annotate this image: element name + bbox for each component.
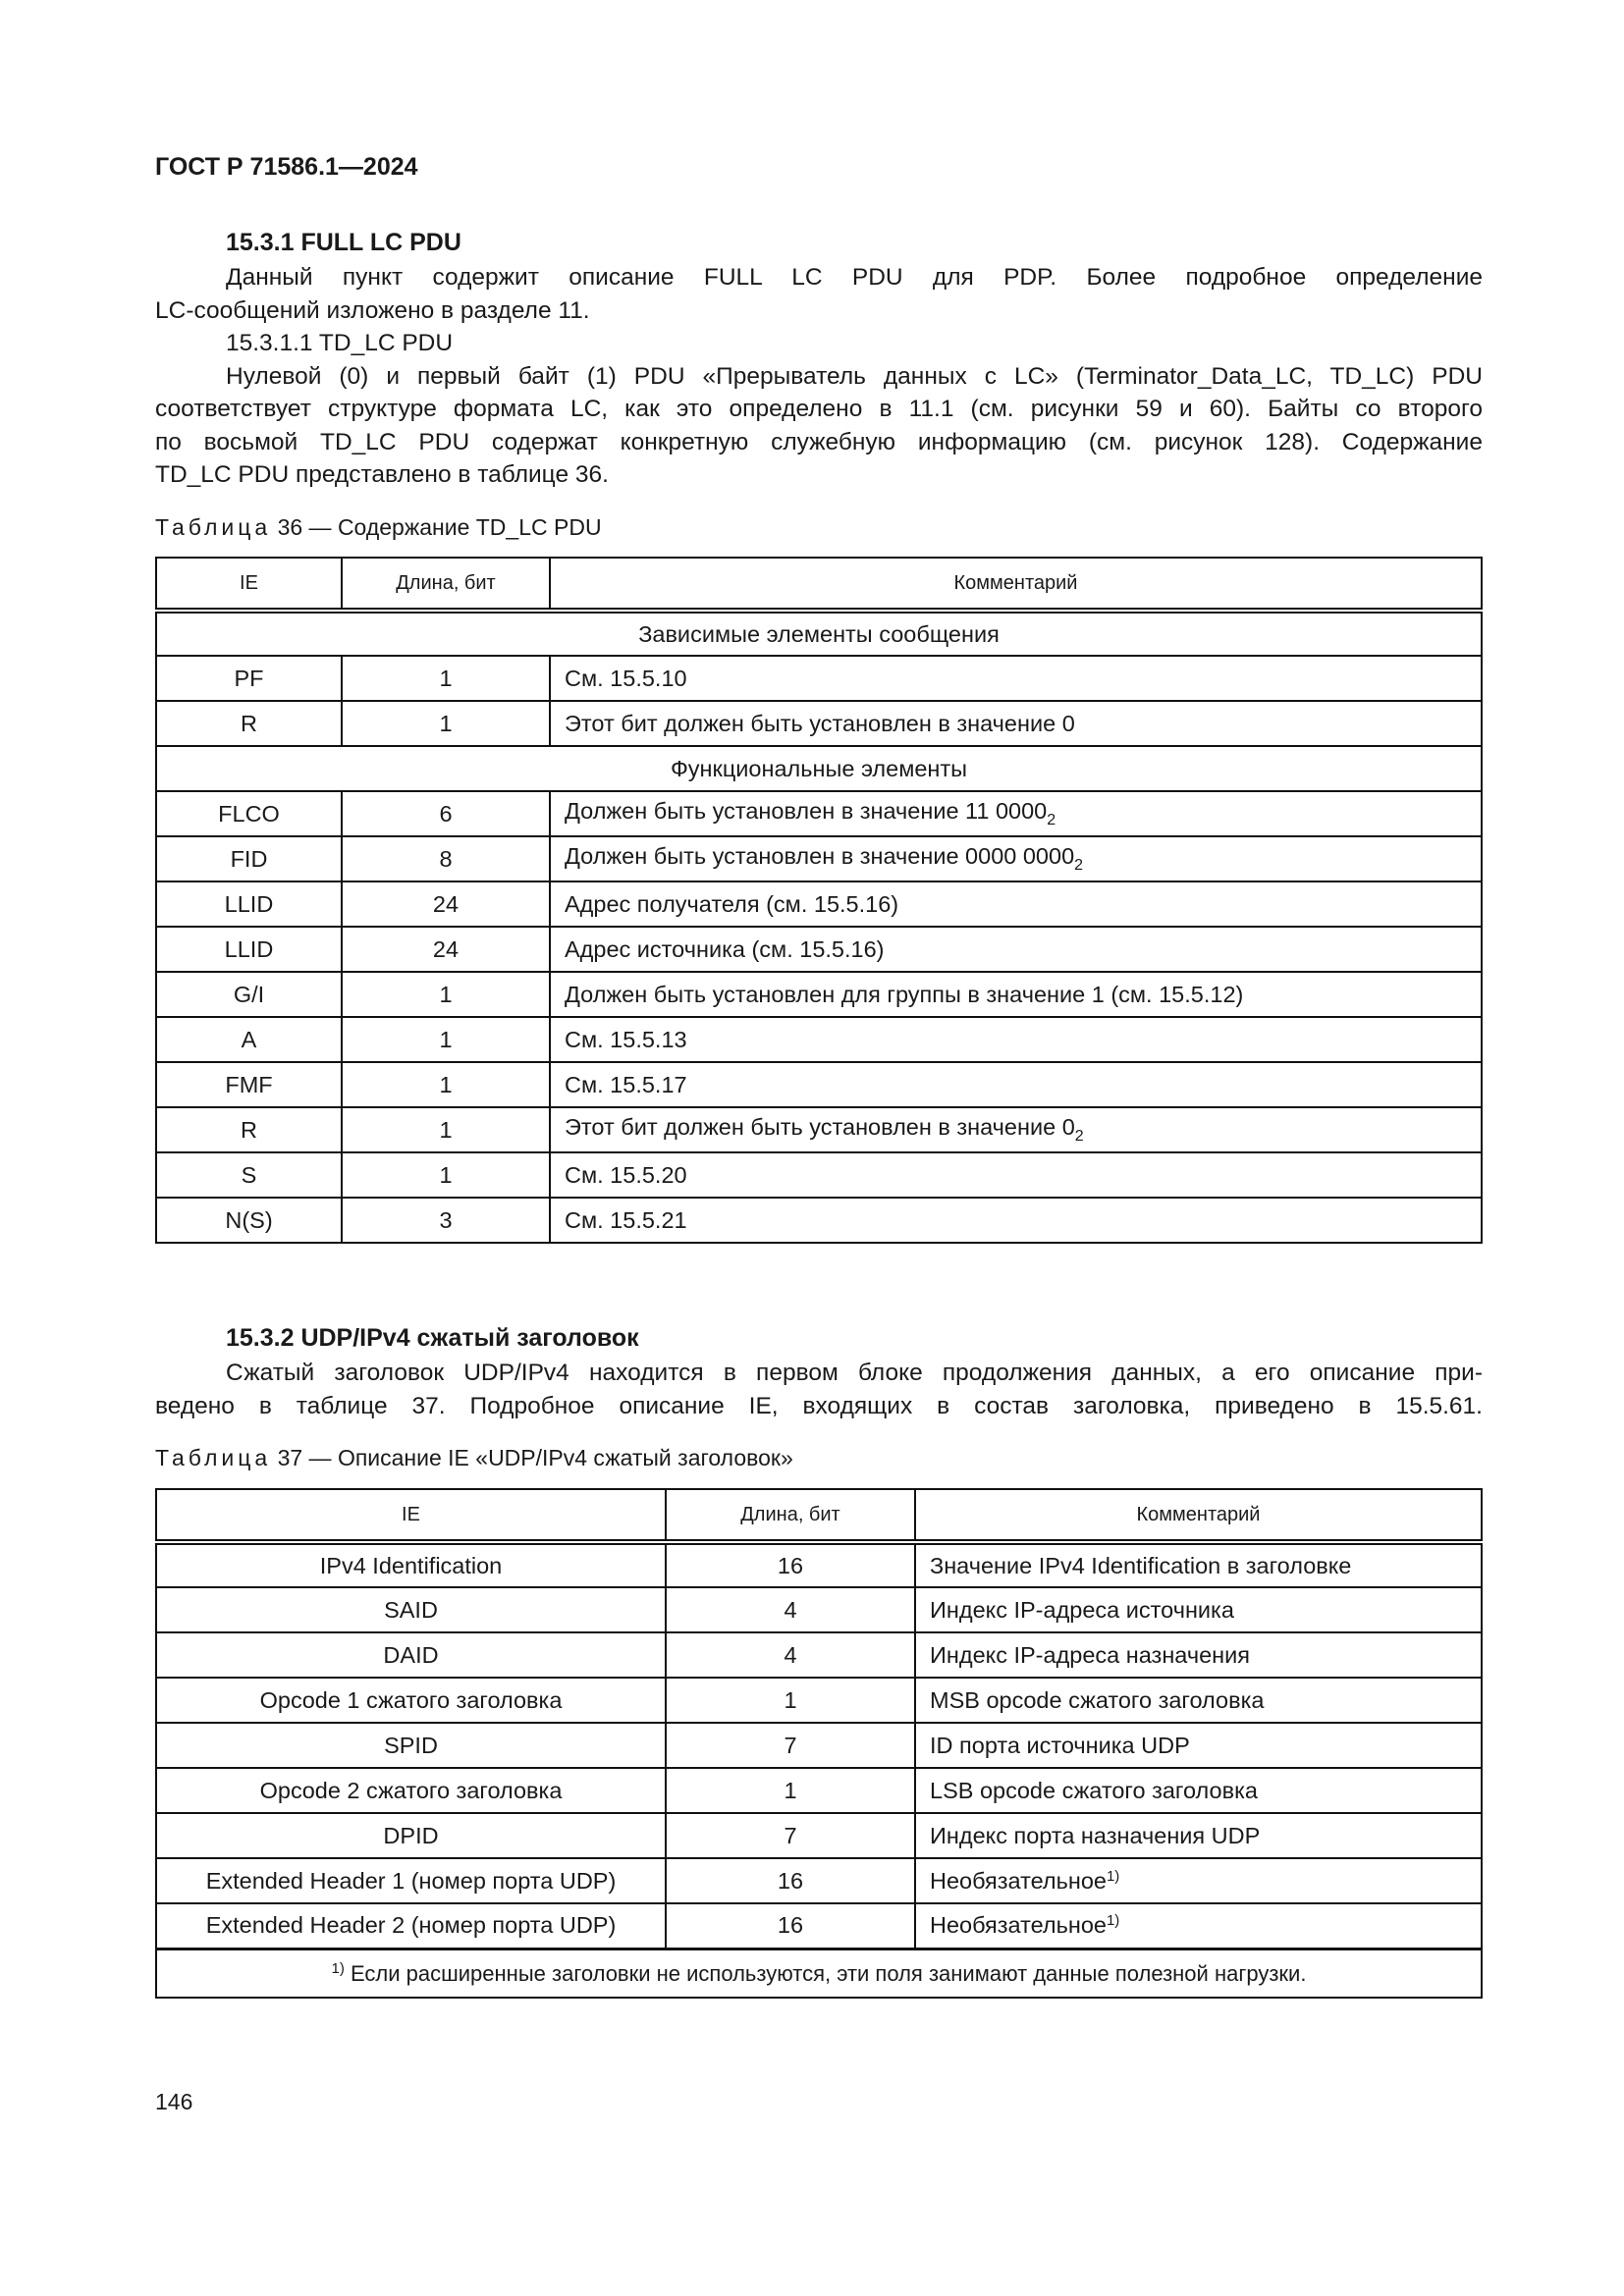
table-row (156, 656, 1482, 701)
table-36 (155, 557, 1483, 1244)
cell-ie: R (156, 701, 342, 746)
cell-comment: См. 15.5.13 (550, 1017, 1482, 1062)
table-header-row (156, 1489, 1482, 1542)
footnote-ref: 1) (1106, 1867, 1120, 1885)
group-row (156, 611, 1482, 656)
cell-comment: ID порта источника UDP (915, 1723, 1482, 1768)
cell-length: 7 (666, 1813, 915, 1858)
cell-ie: Extended Header 2 (номер порта UDP) (156, 1903, 666, 1949)
cell-ie: N(S) (156, 1198, 342, 1243)
cell-ie: PF (156, 656, 342, 701)
column-header-length: Длина, бит (342, 558, 550, 611)
cell-ie: FLCO (156, 791, 342, 836)
cell-comment: Адрес источника (см. 15.5.16) (550, 927, 1482, 972)
cell-length: 4 (666, 1587, 915, 1632)
cell-ie: LLID (156, 927, 342, 972)
cell-length: 1 (666, 1678, 915, 1723)
cell-ie: IPv4 Identification (156, 1542, 666, 1587)
cell-ie: FID (156, 836, 342, 881)
table-row (156, 1542, 1482, 1587)
cell-length: 1 (666, 1768, 915, 1813)
cell-length: 1 (342, 656, 550, 701)
cell-comment: MSB opcode сжатого заголовка (915, 1678, 1482, 1723)
paragraph-line: LC-сообщений изложено в разделе 11. (155, 296, 590, 324)
cell-length: 3 (342, 1198, 550, 1243)
cell-length: 8 (342, 836, 550, 881)
section-2-body (155, 1357, 1483, 1422)
cell-ie: S (156, 1152, 342, 1198)
cell-length: 1 (342, 1062, 550, 1107)
cell-comment: Должен быть установлен в значение 0000 $0000_2$ (550, 836, 1482, 881)
table-row (156, 927, 1482, 972)
paragraph-line: соответствует структуре формата LC, как это определено в 11.1 (см. рисунки 59 и 60). Байты со второго (155, 396, 1483, 422)
table-row (156, 972, 1482, 1017)
table-row (156, 1017, 1482, 1062)
group-label: Зависимые элементы сообщения (156, 611, 1482, 656)
table-37-caption (155, 1445, 793, 1471)
caption-prefix: Таблица (155, 1445, 272, 1470)
table-row (156, 1107, 1482, 1152)
table-row (156, 1587, 1482, 1632)
table-row (156, 836, 1482, 881)
cell-length: 7 (666, 1723, 915, 1768)
cell-length: 16 (666, 1542, 915, 1587)
column-header-ie: IE (156, 558, 342, 611)
table-header-row (156, 558, 1482, 611)
footnote-row (156, 1949, 1482, 1998)
cell-length: 24 (342, 881, 550, 927)
cell-ie: SPID (156, 1723, 666, 1768)
table-footnote: $^{1)}$ Если расширенные заголовки не используются, эти поля занимают данные полезной нагрузки. (156, 1949, 1482, 1998)
paragraph-line: TD_LC PDU представлено в таблице 36. (155, 461, 609, 488)
cell-length: 1 (342, 972, 550, 1017)
group-label: Функциональные элементы (156, 746, 1482, 791)
table-row (156, 1903, 1482, 1949)
group-row (156, 746, 1482, 791)
column-header-ie: IE (156, 1489, 666, 1542)
caption-text: 36 — Содержание TD_LC PDU (277, 514, 602, 540)
cell-comment: Должен быть установлен для группы в значение 1 (см. 15.5.12) (550, 972, 1482, 1017)
cell-comment: Необязательное$^{1)}$ (915, 1858, 1482, 1903)
table-row (156, 1813, 1482, 1858)
paragraph-line: ведено в таблице 37. Подробное описание IE, входящих в состав заголовка, приведено в 15.5.61. (155, 1392, 1483, 1419)
paragraph-line: Данный пункт содержит описание FULL LC PDU для PDP. Более подробное определение (226, 264, 1483, 291)
section-heading-15-3-2: 15.3.2 UDP/IPv4 сжатый заголовок (226, 1324, 639, 1352)
section-heading-15-3-1: 15.3.1 FULL LC PDU (226, 229, 461, 256)
table-row (156, 1858, 1482, 1903)
table-row (156, 1768, 1482, 1813)
cell-ie: FMF (156, 1062, 342, 1107)
caption-text: 37 — Описание IE «UDP/IPv4 сжатый заголовок» (277, 1445, 793, 1470)
column-header-comment: Комментарий (915, 1489, 1482, 1542)
cell-length: 16 (666, 1903, 915, 1949)
cell-comment: LSB opcode сжатого заголовка (915, 1768, 1482, 1813)
table-row (156, 881, 1482, 927)
cell-comment: Этот бит должен быть установлен в значение 0 (550, 701, 1482, 746)
page-number: 146 (155, 2089, 193, 2114)
table-37 (155, 1488, 1483, 1999)
cell-comment: Этот бит должен быть установлен в значение $0_2$ (550, 1107, 1482, 1152)
cell-comment: Должен быть установлен в значение 11 $0000_2$ (550, 791, 1482, 836)
cell-ie: LLID (156, 881, 342, 927)
cell-comment: См. 15.5.20 (550, 1152, 1482, 1198)
cell-comment: Индекс порта назначения UDP (915, 1813, 1482, 1858)
cell-ie: Opcode 1 сжатого заголовка (156, 1678, 666, 1723)
cell-length: 16 (666, 1858, 915, 1903)
subsection-heading-15-3-1-1: 15.3.1.1 TD_LC PDU (226, 330, 454, 356)
cell-ie: R (156, 1107, 342, 1152)
cell-comment: См. 15.5.21 (550, 1198, 1482, 1243)
table-36-caption (155, 514, 602, 541)
column-header-comment: Комментарий (550, 558, 1482, 611)
paragraph-line: по восьмой TD_LC PDU содержат конкретную служебную информацию (см. рисунок 128). Содержание (155, 428, 1483, 455)
cell-length: 24 (342, 927, 550, 972)
table-row (156, 1723, 1482, 1768)
table-row (156, 701, 1482, 746)
cell-length: 1 (342, 1107, 550, 1152)
cell-comment: Необязательное$^{1)}$ (915, 1903, 1482, 1949)
caption-prefix: Таблица (155, 514, 272, 540)
cell-comment: Индекс IP-адреса источника (915, 1587, 1482, 1632)
document-header: ГОСТ Р 71586.1—2024 (155, 153, 418, 181)
cell-length: 1 (342, 701, 550, 746)
table-row (156, 1152, 1482, 1198)
cell-ie: Opcode 2 сжатого заголовка (156, 1768, 666, 1813)
cell-ie: SAID (156, 1587, 666, 1632)
cell-ie: A (156, 1017, 342, 1062)
cell-comment: См. 15.5.10 (550, 656, 1482, 701)
table-row (156, 1632, 1482, 1678)
table-row (156, 791, 1482, 836)
cell-ie: DPID (156, 1813, 666, 1858)
table-row (156, 1678, 1482, 1723)
cell-comment: Индекс IP-адреса назначения (915, 1632, 1482, 1678)
cell-comment: Адрес получателя (см. 15.5.16) (550, 881, 1482, 927)
section-1-body (155, 261, 1483, 492)
cell-ie: G/I (156, 972, 342, 1017)
cell-comment: См. 15.5.17 (550, 1062, 1482, 1107)
cell-ie: Extended Header 1 (номер порта UDP) (156, 1858, 666, 1903)
cell-length: 6 (342, 791, 550, 836)
table-row (156, 1062, 1482, 1107)
paragraph-line: Нулевой (0) и первый байт (1) PDU «Прерыватель данных с LC» (Terminator_Data_LC, TD_LC) PDU (226, 362, 1483, 390)
cell-comment: Значение IPv4 Identification в заголовке (915, 1542, 1482, 1587)
cell-length: 4 (666, 1632, 915, 1678)
cell-length: 1 (342, 1152, 550, 1198)
column-header-length: Длина, бит (666, 1489, 915, 1542)
paragraph-line: Сжатый заголовок UDP/IPv4 находится в первом блоке продолжения данных, а его описание при- (226, 1360, 1483, 1386)
table-row (156, 1198, 1482, 1243)
footnote-ref: 1) (1106, 1912, 1120, 1930)
cell-length: 1 (342, 1017, 550, 1062)
cell-ie: DAID (156, 1632, 666, 1678)
